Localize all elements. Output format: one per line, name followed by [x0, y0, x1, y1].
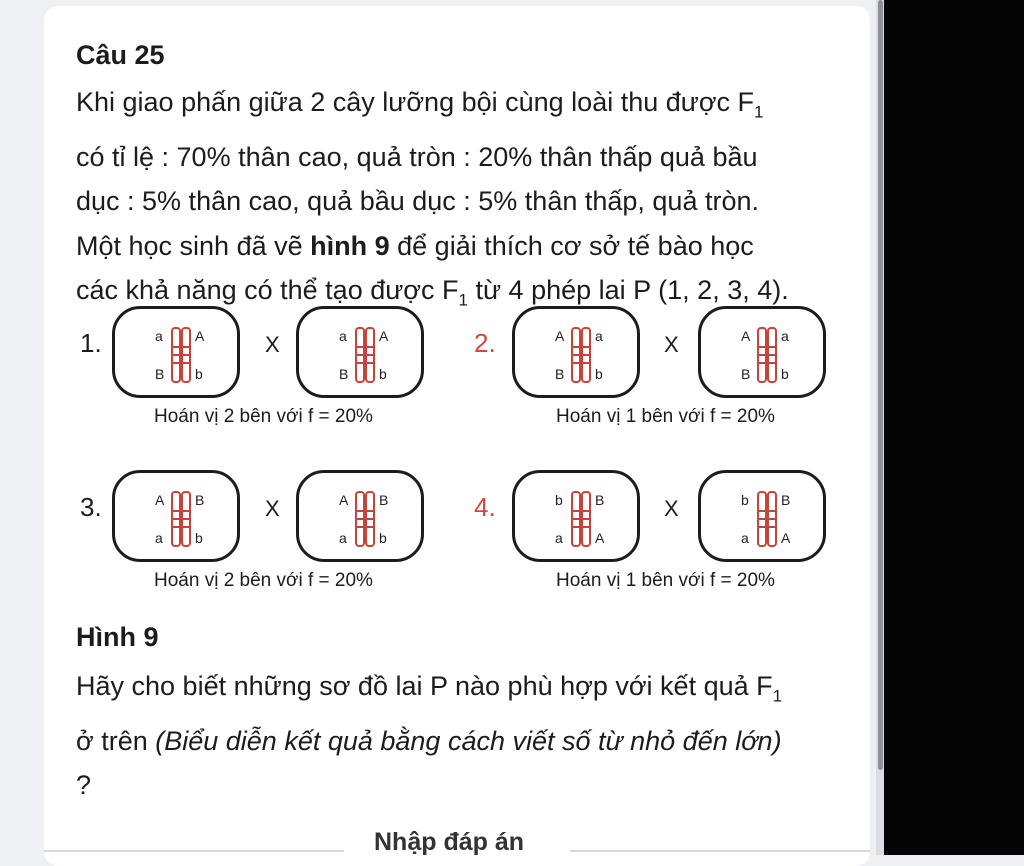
cross-number-2: 2. — [474, 328, 496, 358]
cross-sign: X — [265, 496, 280, 521]
allele-bottom-right: b — [781, 366, 789, 382]
side-panel — [884, 0, 1024, 855]
cross-number-3: 3. — [80, 492, 102, 522]
answer-section — [44, 818, 870, 858]
divider — [44, 850, 344, 852]
scrollbar-thumb[interactable] — [878, 0, 883, 770]
cross-sign: X — [265, 332, 280, 357]
chromosome-pair-icon — [757, 327, 777, 383]
allele-top-right: a — [781, 328, 789, 344]
divider — [570, 850, 870, 852]
allele-top-right: B — [595, 492, 605, 508]
enter-answer-button[interactable]: Nhập đáp án — [374, 828, 525, 856]
allele-bottom-left: a — [155, 530, 163, 546]
allele-top-right: B — [781, 492, 791, 508]
allele-bottom-left: B — [339, 366, 349, 382]
chromosome-pair-icon — [757, 491, 777, 547]
allele-top-left: a — [155, 328, 163, 344]
allele-top-right: a — [595, 328, 603, 344]
genotype-box-1-left — [112, 306, 240, 398]
cross-sign: X — [664, 332, 679, 357]
genotype-box-1-right — [296, 306, 424, 398]
genotype-box-3-left — [112, 470, 240, 562]
chromosome-pair-icon — [171, 327, 191, 383]
cross-note-1: Hoán vị 2 bên với f = 20% — [154, 406, 373, 427]
cross-note-4: Hoán vị 1 bên với f = 20% — [556, 570, 775, 591]
question-text: Khi giao phấn giữa 2 cây lưỡng bội cùng loài thu được $F_1$ có tỉ lệ : 70% thân cao, quả tròn : 20% thân thấp quả bầu dục : 5% thân cao, quả bầu dục : 5% thân thấp, quả tròn. Một học sinh đã vẽ hình 9 để giải thích cơ sở tế bào học các khả năng có thể tạo được $F_1$ từ 4 phép lai P (1, 2, 3, 4). — [76, 87, 789, 310]
chromosome-pair-icon — [355, 327, 375, 383]
allele-top-left: a — [339, 328, 347, 344]
cross-number-4: 4. — [474, 492, 496, 522]
allele-bottom-right: b — [379, 530, 387, 546]
cross-row-1 — [76, 306, 856, 426]
cross-note-2: Hoán vị 1 bên với f = 20% — [556, 406, 775, 427]
allele-bottom-left: a — [555, 530, 563, 546]
allele-bottom-right: b — [195, 366, 203, 382]
allele-bottom-right: A — [781, 530, 791, 546]
chromosome-pair-icon — [571, 327, 591, 383]
cross-row-2 — [76, 470, 856, 590]
allele-bottom-left: B — [741, 366, 751, 382]
allele-bottom-right: b — [595, 366, 603, 382]
allele-bottom-left: B — [555, 366, 565, 382]
cross-number-1: 1. — [80, 328, 102, 358]
genotype-box-3-right — [296, 470, 424, 562]
genotype-box-4-left — [512, 470, 640, 562]
cross-sign: X — [664, 496, 679, 521]
allele-bottom-left: a — [339, 530, 347, 546]
allele-top-left: b — [741, 492, 749, 508]
genotype-box-4-right — [698, 470, 826, 562]
allele-top-right: A — [195, 328, 205, 344]
genotype-box-2-left — [512, 306, 640, 398]
chromosome-pair-icon — [355, 491, 375, 547]
allele-top-left: A — [339, 492, 349, 508]
allele-bottom-right: b — [195, 530, 203, 546]
allele-bottom-left: a — [741, 530, 749, 546]
question-title: Câu 25 — [76, 40, 165, 70]
allele-top-right: A — [379, 328, 389, 344]
chromosome-pair-icon — [171, 491, 191, 547]
allele-top-right: B — [379, 492, 389, 508]
prompt-text: Hãy cho biết những sơ đồ lai P nào phù hợp với kết quả $F_1$ ở trên (Biểu diễn kết quả bằng cách viết số từ nhỏ đến lớn) ? — [76, 671, 783, 801]
allele-top-right: B — [195, 492, 205, 508]
allele-bottom-left: B — [155, 366, 165, 382]
allele-top-left: A — [155, 492, 165, 508]
figure-label: Hình 9 — [76, 622, 159, 652]
chromosome-pair-icon — [571, 491, 591, 547]
cross-note-3: Hoán vị 2 bên với f = 20% — [154, 570, 373, 591]
genotype-box-2-right — [698, 306, 826, 398]
allele-top-left: A — [555, 328, 565, 344]
allele-top-left: A — [741, 328, 751, 344]
allele-top-left: b — [555, 492, 563, 508]
allele-bottom-right: b — [379, 366, 387, 382]
allele-bottom-right: A — [595, 530, 605, 546]
